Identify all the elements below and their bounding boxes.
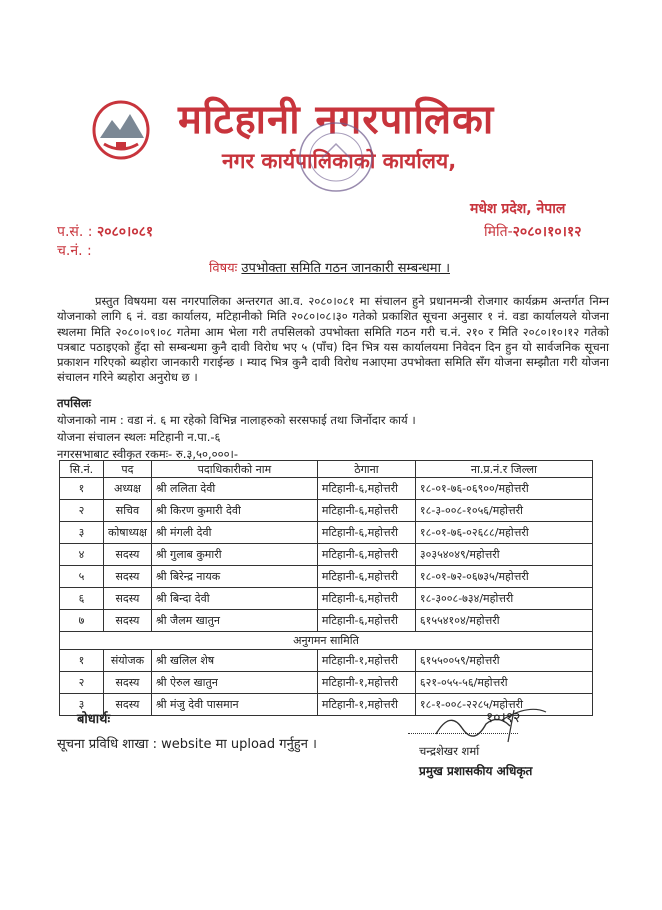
letter-date: [484, 222, 582, 241]
table-cell: मटिहानी-१,महोत्तरी: [317, 650, 415, 672]
subject-text: उपभोक्ता समिति गठन जानकारी सम्बन्धमा ।: [241, 261, 450, 276]
table-cell: मटिहानी-६,महोत्तरी: [317, 544, 415, 566]
province-line: मधेश प्रदेश, नेपाल: [470, 201, 566, 217]
project-name: योजनाको नाम : वडा नं. ६ मा रहेको विभिन्न नालाहरुको सरसफाई तथा जिर्नोदार कार्य ।: [57, 413, 416, 427]
reference-number: [57, 222, 153, 241]
table-row: [60, 544, 593, 566]
approved-amount: नगरसभाबाट स्वीकृत रकमः- रु.३,५०,०००।-: [57, 447, 239, 461]
project-details: [57, 395, 416, 463]
table-cell: श्री मंजु देवी पासमान: [151, 694, 317, 716]
table-cell: मटिहानी-६,महोत्तरी: [317, 566, 415, 588]
cc-label: बोधार्थः: [77, 712, 111, 727]
table-cell: मटिहानी-६,महोत्तरी: [317, 610, 415, 632]
table-row: [60, 588, 593, 610]
table-cell: १: [60, 650, 104, 672]
reference-label: प.सं. :: [57, 224, 93, 240]
table-cell: संयोजक: [104, 650, 152, 672]
table-cell: सदस्य: [104, 672, 152, 694]
table-cell: कोषाध्यक्ष: [104, 522, 152, 544]
table-header-row: [60, 461, 593, 478]
table-cell: सदस्य: [104, 694, 152, 716]
municipality-emblem-icon: [86, 98, 156, 162]
table-cell: श्री गुलाब कुमारी: [151, 544, 317, 566]
table-cell: श्री ऐरुल खातुन: [151, 672, 317, 694]
table-row: [60, 672, 593, 694]
office-subtitle: नगर कार्यपालिकाको कार्यालय,: [222, 149, 457, 173]
signature-line: [408, 733, 518, 734]
date-value: २०८०।१०।१२: [512, 224, 582, 240]
table-cell: ७: [60, 610, 104, 632]
official-stamp-icon: [292, 118, 380, 196]
table-cell: २: [60, 672, 104, 694]
monitoring-heading-row: [60, 632, 593, 650]
table-row: [60, 650, 593, 672]
dispatch-number-label: च.नं. :: [57, 243, 92, 259]
table-cell: ६१५५४१०४/महोत्तरी: [415, 610, 592, 632]
table-cell: सचिव: [104, 500, 152, 522]
table-cell: ४: [60, 544, 104, 566]
committee-rows: [60, 478, 593, 632]
table-cell: श्री जैलम खातुन: [151, 610, 317, 632]
it-section-note: सूचना प्रविधि शाखा : website मा upload गर्नुहुन ।: [57, 737, 317, 752]
table-cell: १८-०१-७२-०६७३५/महोत्तरी: [415, 566, 592, 588]
table-cell: ६: [60, 588, 104, 610]
table-cell: सदस्य: [104, 588, 152, 610]
table-cell: मटिहानी-६,महोत्तरी: [317, 500, 415, 522]
signature-date: १०।१२: [486, 710, 521, 726]
details-heading: तपसिलः: [57, 396, 91, 410]
table-cell: श्री मंगली देवी: [151, 522, 317, 544]
column-header: ना.प्र.नं.र जिल्ला: [415, 461, 592, 478]
table-cell: ३०३५४०४९/महोत्तरी: [415, 544, 592, 566]
table-cell: १८-१-००८-२२८५/महोत्तरी: [415, 694, 592, 716]
table-row: [60, 478, 593, 500]
table-cell: श्री खलिल शेष: [151, 650, 317, 672]
signer-name: चन्द्रशेखर शर्मा: [419, 744, 480, 758]
table-row: [60, 566, 593, 588]
table-cell: १: [60, 478, 104, 500]
table-cell: सदस्य: [104, 544, 152, 566]
monitoring-heading: अनुगमन सामिति: [60, 632, 593, 650]
table-cell: ३: [60, 522, 104, 544]
table-row: [60, 500, 593, 522]
subject-label: विषयः: [209, 261, 238, 276]
reference-value: २०८०।०८१: [96, 224, 154, 240]
table-cell: श्री किरण कुमारी देवी: [151, 500, 317, 522]
table-cell: ३: [60, 694, 104, 716]
column-header: पदाधिकारीको नाम: [151, 461, 317, 478]
table-cell: १८-०१-७६-०२६८८/महोत्तरी: [415, 522, 592, 544]
committee-table: [59, 460, 593, 716]
column-header: ठेगाना: [317, 461, 415, 478]
table-cell: मटिहानी-६,महोत्तरी: [317, 522, 415, 544]
table-cell: मटिहानी-१,महोत्तरी: [317, 694, 415, 716]
table-cell: मटिहानी-६,महोत्तरी: [317, 588, 415, 610]
signer-designation: प्रमुख प्रशासकीय अधिकृत: [419, 764, 533, 778]
table-cell: १८-३-००८-१०५६/महोत्तरी: [415, 500, 592, 522]
table-cell: श्री बिन्दा देवी: [151, 588, 317, 610]
date-label: मिति-: [484, 224, 513, 240]
table-cell: मटिहानी-१,महोत्तरी: [317, 672, 415, 694]
table-cell: सदस्य: [104, 566, 152, 588]
table-row: [60, 522, 593, 544]
body-text: प्रस्तुत विषयमा यस नगरपालिका अन्तरगत आ.व. २०८०।०८१ मा संचालन हुने प्रधानमन्त्री रोजगार कार्यक्रम अन्तर्गत निम्न योजनाको लागि ६ नं. वडा कार्यालय, मटिहानीको मिति २०८०।०८।३० गतेको प्रकाशित सूचना अनुसार १ नं. वडा कार्यालयले योजना स्थलमा मिति २०८०।०९।०८ गतेमा आम भेला गरी तपसिलको उपभोक्ता समिति गठन गरी च.नं. २१० र मिति २०८०।१०।१२ गतेको पत्रबाट पठाइएको हुँदा सो सम्बन्धमा कुनै दावी विरोध भए ५ (पाँच) दिन भित्र यस कार्यालयमा निवेदन दिन हुन यो सार्वजनिक सूचना प्रकाशन गरिएको ब्यहोरा जानकारी गराईन्छ । म्याद भित्र कुनै दावी विरोध नआएमा उपभोक्ता समिति सँग योजना सम्झौता गरी योजना संचालन गरिने ब्यहोरा अनुरोध छ ।: [57, 294, 609, 385]
column-header: सि.नं.: [60, 461, 104, 478]
table-cell: १८-०१-७६-०६९००/महोत्तरी: [415, 478, 592, 500]
table-row: [60, 610, 593, 632]
table-cell: २: [60, 500, 104, 522]
table-cell: श्री बिरेन्द्र नायक: [151, 566, 317, 588]
page-title: मटिहानी नगरपालिका: [178, 96, 495, 143]
table-cell: ६२१-०५५-५६/महोत्तरी: [415, 672, 592, 694]
column-header: पद: [104, 461, 152, 478]
table-cell: मटिहानी-६,महोत्तरी: [317, 478, 415, 500]
table-cell: श्री ललिता देवी: [151, 478, 317, 500]
table-cell: ५: [60, 566, 104, 588]
table-cell: सदस्य: [104, 610, 152, 632]
table-cell: अध्यक्ष: [104, 478, 152, 500]
table-cell: ६१५५००५९/महोत्तरी: [415, 650, 592, 672]
subject-line: [209, 258, 450, 276]
body-paragraph: [57, 294, 609, 386]
project-location: योजना संचालन स्थलः मटिहानी न.पा.-६: [57, 430, 221, 444]
table-cell: १८-३००८-७३४/महोत्तरी: [415, 588, 592, 610]
